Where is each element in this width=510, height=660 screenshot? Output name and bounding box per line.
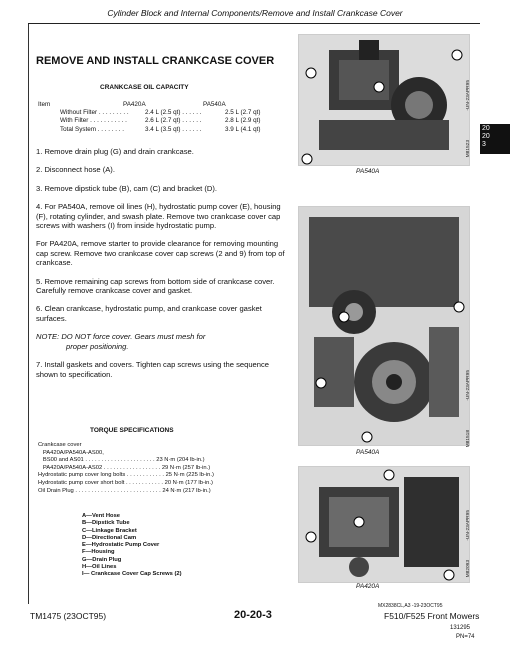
procedure-step: 1. Remove drain plug (G) and drain crankcase.	[36, 147, 194, 156]
capacity-row	[38, 109, 260, 117]
torque-title: TORQUE SPECIFICATIONS	[90, 427, 174, 434]
capacity-cell: Total System . . . . . . . .	[60, 125, 125, 133]
legend-item: I— Crankcase Cover Cap Screws (2)	[82, 571, 182, 578]
capacity-cell: 3.4 L (3.5 qt) . . . . . .	[145, 125, 202, 133]
torque-specs	[38, 442, 214, 495]
capacity-cell: 2.4 L (2.5 qt) . . . . . .	[145, 109, 202, 117]
engine-photo-middle	[298, 206, 470, 446]
capacity-cell: 2.6 L (2.7 qt) . . . . . .	[145, 117, 202, 125]
capacity-title: CRANKCASE OIL CAPACITY	[100, 84, 189, 91]
procedure-step: 6. Clean crankcase, hydrostatic pump, and crankcase cover gasket surfaces.	[36, 304, 262, 323]
capacity-table	[38, 101, 260, 134]
procedure-steps	[36, 147, 292, 388]
legend-item: G—Drain Plug	[82, 556, 122, 563]
section-title: REMOVE AND INSTALL CRANKCASE COVER	[36, 55, 275, 67]
capacity-cell: PA420A	[123, 101, 146, 108]
procedure-step: 3. Remove dipstick tube (B), cam (C) and bracket (D).	[36, 183, 218, 193]
torque-line: BS00 and AS01 . . . . . . . . . . . . . . . . . . . . . . 23 N·m (204 lb-in.)	[38, 457, 205, 464]
note-line: NOTE: DO NOT force cover. Gears must mesh for	[36, 332, 206, 342]
photo-caption: PA420A	[356, 583, 380, 590]
page-number: 20-20-3	[234, 609, 272, 621]
margin-rule	[28, 24, 29, 604]
torque-line: Crankcase cover	[38, 442, 82, 448]
capacity-row	[38, 126, 260, 134]
legend-item: B—Dipstick Tube	[82, 520, 130, 527]
capacity-cell: 2.5 L (2.7 qt)	[225, 109, 261, 117]
capacity-row	[38, 117, 260, 125]
figure-code: M81518	[466, 430, 471, 448]
legend-item: A—Vent Hose	[82, 513, 121, 519]
section-tab	[480, 124, 510, 154]
capacity-cell: PA540A	[203, 101, 226, 108]
capacity-cell: Without Filter . . . . . . . . .	[60, 109, 129, 117]
capacity-cell: With Filter . . . . . . . . . . .	[60, 117, 127, 125]
capacity-cell: Item	[38, 101, 51, 108]
figure-code: -UN-23APR95	[466, 510, 471, 541]
torque-line: Oil Drain Plug . . . . . . . . . . . . . . . . . . . . . . . . . . . 24 N·m (217 lb-in.)	[38, 487, 211, 494]
photo-caption: PA540A	[356, 449, 380, 456]
legend-item: F—Housing	[82, 549, 115, 556]
figure-code: M81523	[466, 140, 471, 158]
photo-caption: PA540A	[356, 168, 380, 175]
torque-line: Hydrostatic pump cover short bolt . . . . . . . . . . . . 20 N·m (177 lb-in.)	[38, 479, 213, 486]
capacity-cell: 3.9 L (4.1 qt)	[225, 125, 261, 133]
legend-item: E—Hydrostatic Pump Cover	[82, 542, 160, 549]
manual-number: TM1475 (23OCT95)	[30, 611, 107, 621]
procedure-step: 4. For PA540A, remove oil lines (H), hydrostatic pump cover (E), housing (F), rotating cylinder, and swash plate. Remove two crankcase cover cap screws with washers (I) from inside hydrostatic pump.	[36, 202, 281, 231]
note	[36, 332, 292, 351]
torque-line: PA420A/PA540A-AS00,	[38, 449, 104, 456]
tab-line: 3	[482, 141, 486, 148]
page-header: Cylinder Block and Internal Components/Remove and Install Crankcase Cover	[107, 8, 403, 18]
product-name: F510/F525 Front Mowers	[384, 611, 480, 621]
procedure-step: For PA420A, remove starter to provide clearance for removing mounting cap screw. Remove two crankcase cover cap screws (2 and 9) from top of crankcase.	[36, 239, 285, 268]
legend-item: C—Linkage Bracket	[82, 527, 137, 534]
pn-number: PN=74	[456, 634, 475, 640]
procedure-step: 2. Disconnect hose (A).	[36, 165, 115, 175]
torque-line: PA420A/PA540A-AS02 . . . . . . . . . . . . . . . . . . 29 N·m (257 lb-in.)	[38, 464, 211, 471]
tab-line: 20	[482, 125, 490, 132]
procedure-step: 7. Install gaskets and covers. Tighten cap screws using the sequence shown to specification.	[36, 360, 270, 379]
procedure-step: 5. Remove remaining cap screws from bottom side of crankcase cover. Carefully remove crankcase cover and gasket.	[36, 276, 275, 296]
note-line: proper positioning.	[66, 341, 129, 351]
legend-item: D—Directional Cam	[82, 534, 137, 541]
torque-line: Hydrostatic pump cover long bolts . . . . . . . . . . . . 25 N·m (225 lb-in.)	[38, 472, 214, 479]
engine-photo-top	[298, 34, 470, 166]
document-code: MX2838CL,A3 -19-23OCT95	[378, 603, 443, 609]
figure-code: M82093	[466, 560, 471, 578]
parts-legend	[82, 513, 182, 579]
header-rule	[28, 23, 480, 24]
engine-photo-bottom	[298, 466, 470, 583]
tab-line: 20	[482, 133, 490, 140]
legend-item: H—Oil Lines	[82, 564, 117, 571]
print-code: 131295	[450, 625, 471, 631]
capacity-header-row	[38, 101, 260, 109]
figure-code: -UN-23APR95	[466, 370, 471, 401]
capacity-cell: 2.8 L (2.9 qt)	[225, 117, 261, 125]
figure-code: -UN-23APR95	[466, 80, 471, 111]
